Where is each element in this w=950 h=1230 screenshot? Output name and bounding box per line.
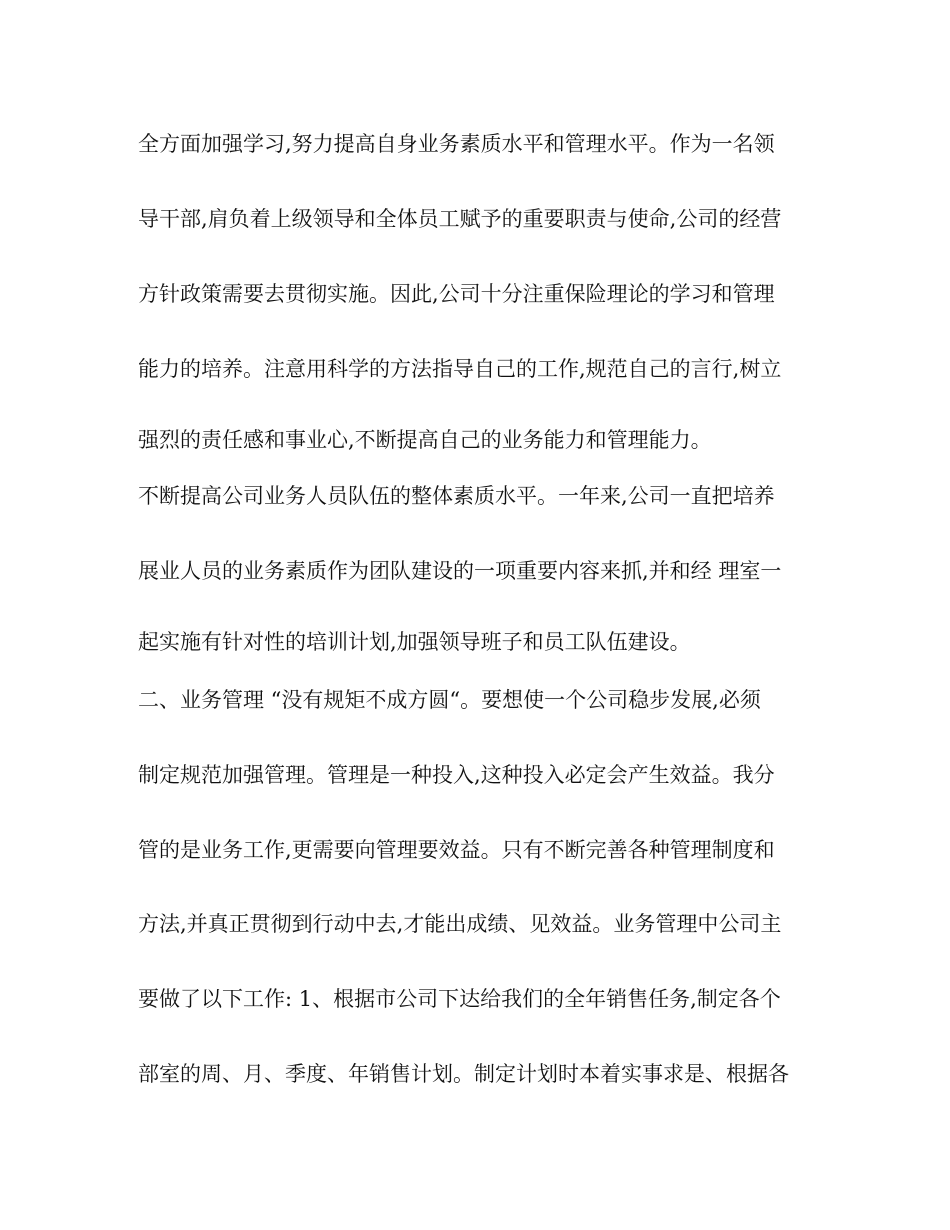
text-line: 方法,并真正贯彻到行动中去,才能出成绩、见效益。业务管理中公司主 — [138, 912, 782, 936]
text-line: 管的是业务工作,更需要向管理要效益。只有不断完善各种管理制度和 — [138, 838, 775, 862]
text-line: 制定规范加强管理。管理是一种投入,这种投入必定会产生效益。我分 — [138, 763, 775, 787]
text-line: 导干部,肩负着上级领导和全体员工赋予的重要职责与使命,公司的经营 — [138, 207, 782, 231]
text-line: 不断提高公司业务人员队伍的整体素质水平。一年来,公司一直把培养 — [138, 484, 775, 508]
text-line: 二、业务管理 “没有规矩不成方圆“。要想使一个公司稳步发展,必须 — [138, 688, 761, 712]
text-line: 方针政策需要去贯彻实施。因此,公司十分注重保险理论的学习和管理 — [138, 282, 775, 306]
text-line: 部室的周、月、季度、年销售计划。制定计划时本着实事求是、根据各 — [138, 1062, 789, 1086]
text-line: 全方面加强学习,努力提高自身业务素质水平和管理水平。作为一名领 — [138, 132, 775, 156]
text-line: 要做了以下工作: 1、根据市公司下达给我们的全年销售任务,制定各个 — [138, 987, 781, 1011]
text-line: 强烈的责任感和事业心,不断提高自己的业务能力和管理能力。 — [138, 428, 712, 452]
text-line: 展业人员的业务素质作为团队建设的一项重要内容来抓,并和经 理室一 — [138, 559, 782, 583]
text-line: 起实施有针对性的培训计划,加强领导班子和员工队伍建设。 — [138, 630, 691, 654]
text-line: 能力的培养。注意用科学的方法指导自己的工作,规范自己的言行,树立 — [138, 357, 782, 381]
